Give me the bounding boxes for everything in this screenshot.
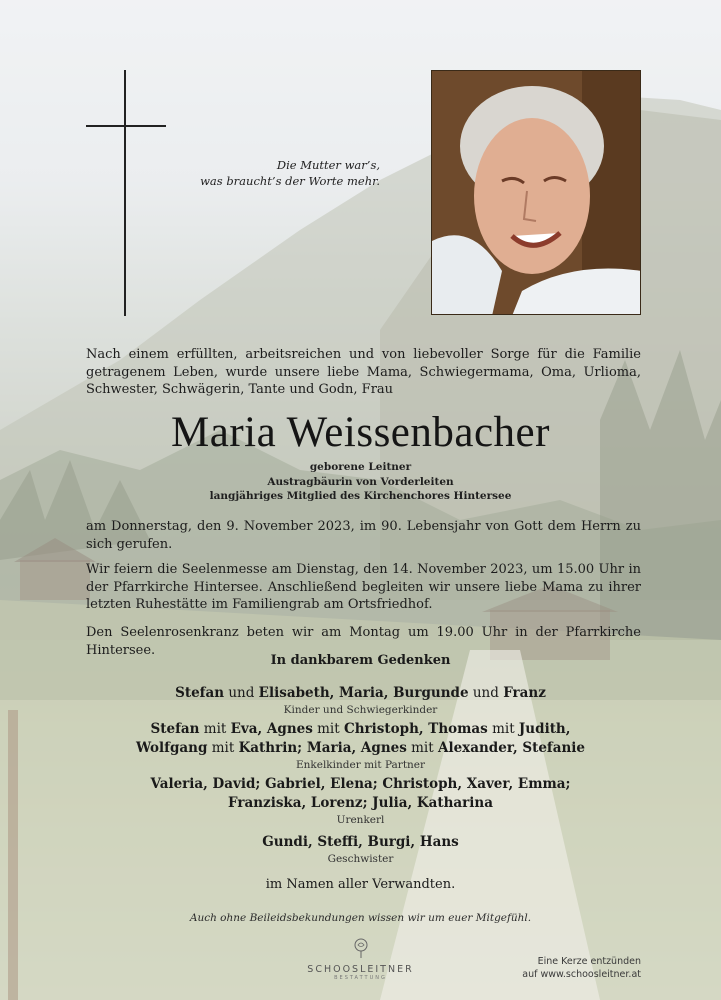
family-siblings — [0, 833, 721, 866]
family-name: Elisabeth, Maria, Burgunde — [258, 685, 469, 701]
family-name: Kathrin; Maria, Agnes — [238, 740, 407, 756]
deceased-details — [0, 460, 721, 504]
family-great-grandchildren — [0, 775, 721, 827]
death-notice: am Donnerstag, den 9. November 2023, im 90. Lebensjahr von Gott dem Herrn zu sich gerufen. — [86, 519, 641, 552]
closing-line: im Namen aller Verwandten. — [265, 877, 456, 892]
mass-notice: Wir feiern die Seelenmesse am Dienstag, den 14. November 2023, um 15.00 Uhr in der Pfarrkirche Hintersee. Anschließend begleiten wir unsere liebe Mama zu ihrer letzten Ruhestätte im Familiengrab am Ortsfriedhof. — [86, 562, 641, 612]
family-name: Wolfgang — [135, 740, 208, 756]
rosary-notice: Den Seelenrosenkranz beten wir am Montag um 19.00 Uhr in der Pfarrkirche Hintersee. — [86, 625, 641, 658]
connector: mit — [312, 721, 344, 737]
birth-name: geborene Leitner — [309, 461, 412, 473]
family-grandchildren — [0, 720, 721, 772]
logo-subtitle: BESTATTUNG — [334, 975, 387, 981]
candle-line-2: auf www.schoosleitner.at — [522, 969, 641, 980]
family-name: Christoph, Thomas — [343, 721, 488, 737]
connector: und — [224, 685, 259, 701]
candle-line-1: Eine Kerze entzünden — [537, 956, 641, 967]
family-children — [0, 684, 721, 717]
footnote: Auch ohne Beileidsbekundungen wissen wir um euer Mitgefühl. — [189, 912, 532, 924]
cross-icon — [124, 70, 126, 316]
memorial-quote — [200, 157, 380, 189]
family-name: Franziska, Lorenz; Julia, Katharina — [228, 795, 493, 811]
rose-icon — [352, 938, 370, 958]
children-names — [0, 684, 721, 703]
siblings-line — [0, 833, 721, 852]
intro-paragraph: Nach einem erfüllten, arbeitsreichen und von liebevoller Sorge für die Familie getragenem Leben, wurde unsere liebe Mama, Schwiegermama, Oma, Urlioma, Schwester, Schwägerin, Tante und Godn, Frau — [86, 347, 641, 397]
grandchildren-line-1 — [0, 720, 721, 739]
portrait-image — [432, 71, 641, 315]
connector: mit — [199, 721, 231, 737]
portrait-photo — [431, 70, 641, 315]
quote-line-1: Die Mutter war’s, — [276, 158, 380, 172]
siblings-role: Geschwister — [327, 853, 394, 865]
connector: mit — [487, 721, 519, 737]
mourning-heading: In dankbarem Gedenken — [270, 653, 451, 668]
membership-line: langjähriges Mitglied des Kirchenchores Hintersee — [209, 490, 512, 502]
connector: mit — [406, 740, 438, 756]
family-name: Alexander, Stefanie — [437, 740, 586, 756]
family-name: Stefan — [150, 721, 200, 737]
logo-name: SCHOOSLEITNER — [307, 964, 414, 975]
great-grandchildren-line-1 — [0, 775, 721, 794]
cross-icon-bar — [86, 125, 166, 127]
title-line: Austragbäurin von Vorderleiten — [267, 475, 454, 488]
grandchildren-role: Enkelkinder mit Partner — [295, 759, 426, 771]
great-grandchildren-line-2 — [0, 794, 721, 813]
children-role: Kinder und Schwiegerkinder — [283, 704, 438, 716]
deceased-name: Maria Weissenbacher — [171, 409, 550, 456]
family-name: Judith, — [518, 721, 571, 737]
quote-line-2: was braucht’s der Worte mehr. — [200, 174, 380, 188]
connector: und — [468, 685, 504, 701]
family-name: Franz — [503, 685, 546, 701]
grandchildren-line-2 — [0, 739, 721, 758]
family-name: Gundi, Steffi, Burgi, Hans — [262, 834, 459, 850]
family-name: Valeria, David; Gabriel, Elena; Christoph, Xaver, Emma; — [150, 776, 571, 792]
great-grandchildren-role: Urenkerl — [336, 814, 385, 826]
connector: mit — [207, 740, 239, 756]
family-name: Stefan — [175, 685, 225, 701]
family-name: Eva, Agnes — [230, 721, 313, 737]
candle-link[interactable] — [522, 955, 641, 981]
